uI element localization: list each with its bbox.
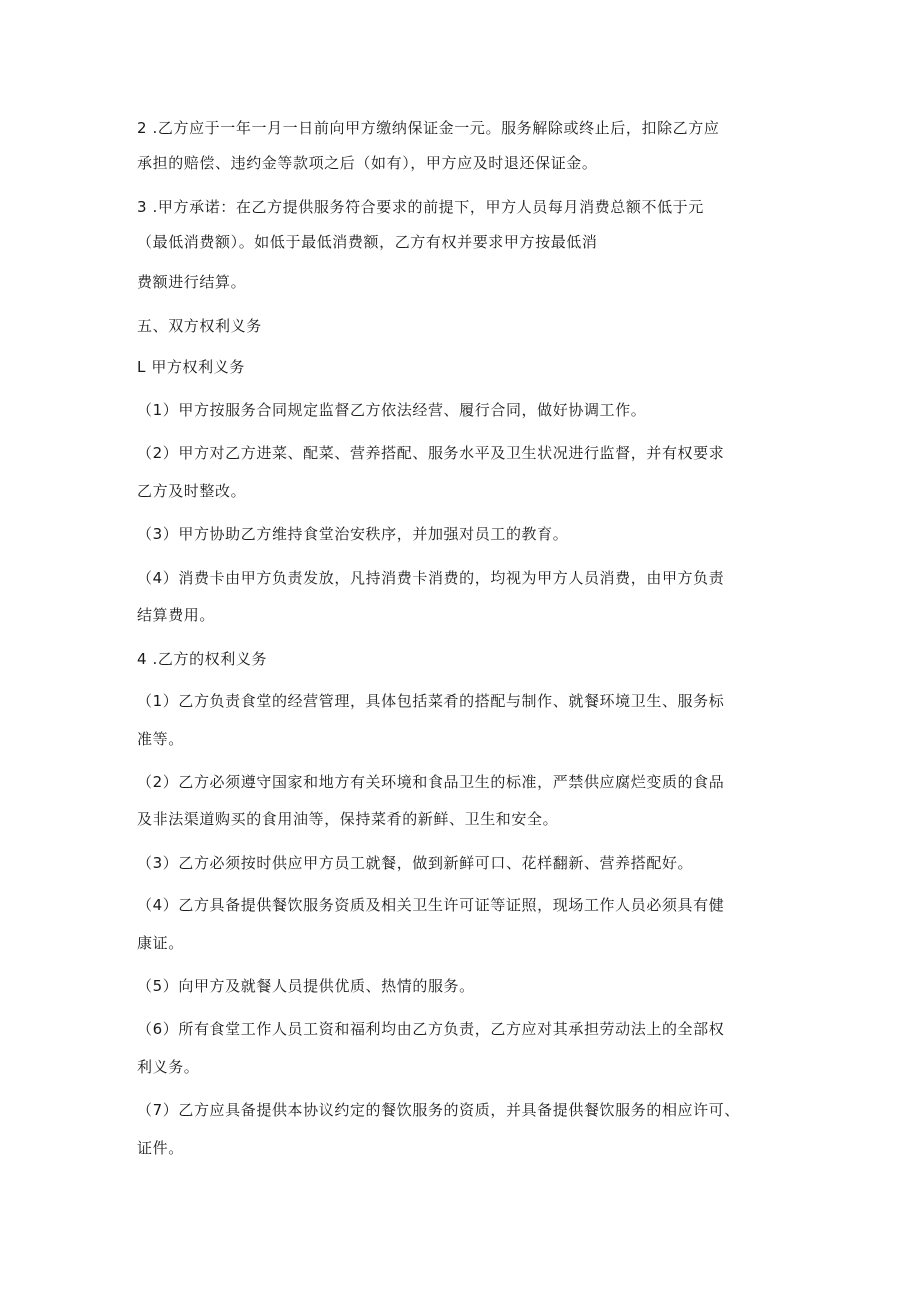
paragraph-line: 承担的赔偿、违约金等款项之后（如有），甲方应及时退还保证金。 [137, 154, 598, 172]
paragraph-line: （最低消费额）。如低于最低消费额，乙方有权并要求甲方按最低消 [137, 233, 598, 251]
paragraph-line: 2 .乙方应于一年一月一日前向甲方缴纳保证金一元。服务解除或终止后，扣除乙方应 [137, 119, 720, 137]
paragraph-line: 费额进行结算。 [137, 273, 247, 291]
list-item-continuation: 证件。 [137, 1139, 184, 1157]
list-item: （3）甲方协助乙方维持食堂治安秩序，并加强对员工的教育。 [137, 525, 569, 543]
list-item: （4）消费卡由甲方负责发放，凡持消费卡消费的，均视为甲方人员消费，由甲方负责 [137, 569, 725, 587]
list-item: （6）所有食堂工作人员工资和福利均由乙方负责，乙方应对其承担劳动法上的全部权 [137, 1020, 725, 1038]
list-item-continuation: 利义务。 [137, 1058, 200, 1076]
list-item: （1）乙方负责食堂的经营管理，具体包括菜肴的搭配与制作、就餐环境卫生、服务标 [137, 692, 725, 710]
list-item: （2）甲方对乙方进菜、配菜、营养搭配、服务水平及卫生状况进行监督，并有权要求 [137, 444, 725, 462]
list-item: （1）甲方按服务合同规定监督乙方依法经营、履行合同，做好协调工作。 [137, 401, 647, 419]
list-item: （2）乙方必须遵守国家和地方有关环境和食品卫生的标准，严禁供应腐烂变质的食品 [137, 773, 725, 791]
paragraph-line: 3 .甲方承诺：在乙方提供服务符合要求的前提下，甲方人员每月消费总额不低于元 [137, 198, 704, 216]
list-item: （5）向甲方及就餐人员提供优质、热情的服务。 [137, 977, 475, 995]
subsection-heading: L 甲方权利义务 [137, 358, 245, 376]
list-item: （7）乙方应具备提供本协议约定的餐饮服务的资质，并具备提供餐饮服务的相应许可、 [137, 1101, 740, 1119]
list-item-continuation: 乙方及时整改。 [137, 482, 247, 500]
subsection-heading: 4 .乙方的权利义务 [137, 650, 268, 668]
list-item: （3）乙方必须按时供应甲方员工就餐，做到新鲜可口、花样翻新、营养搭配好。 [137, 854, 694, 872]
list-item-continuation: 结算费用。 [137, 606, 216, 624]
section-heading: 五、双方权利义务 [137, 317, 262, 335]
list-item: （4）乙方具备提供餐饮服务资质及相关卫生许可证等证照，现场工作人员必须具有健 [137, 896, 725, 914]
list-item-continuation: 康证。 [137, 934, 184, 952]
list-item-continuation: 及非法渠道购买的食用油等，保持菜肴的新鲜、卫生和安全。 [137, 810, 559, 828]
list-item-continuation: 准等。 [137, 730, 184, 748]
